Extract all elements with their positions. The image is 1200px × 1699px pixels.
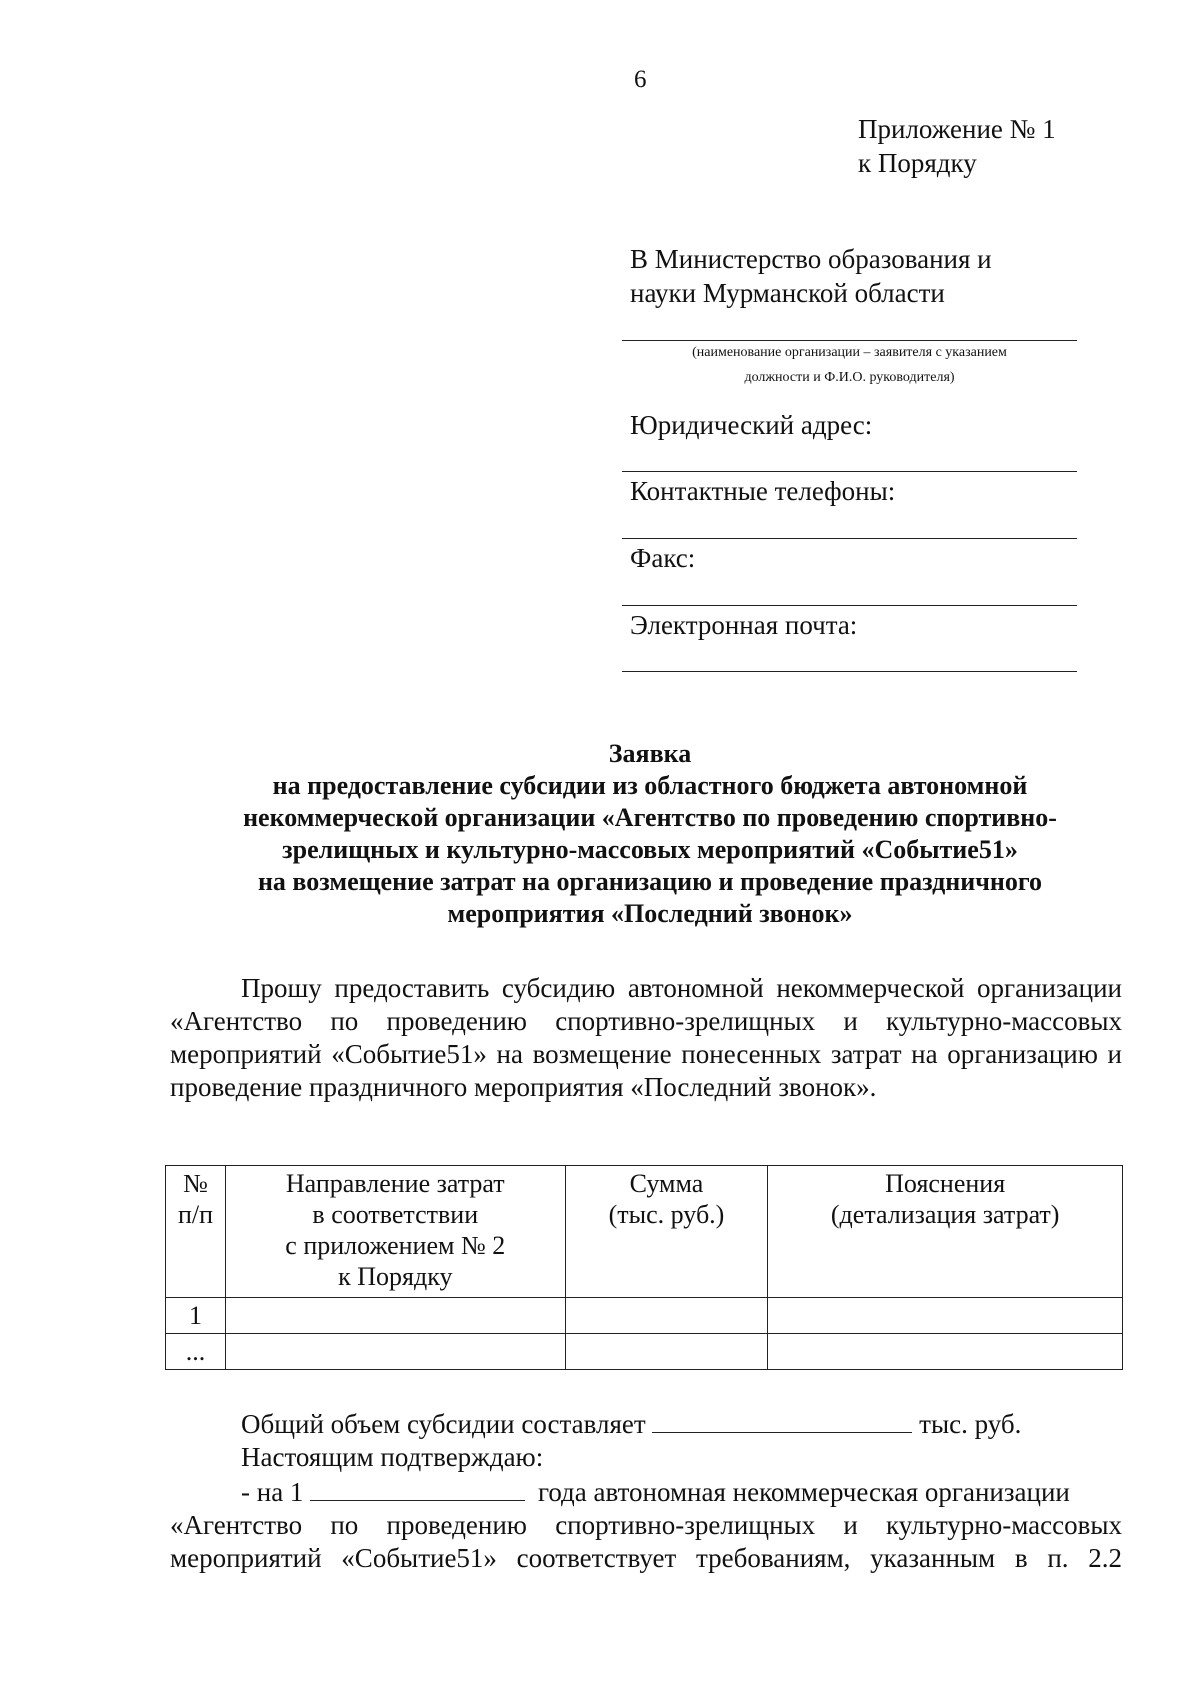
row-notes-cell[interactable] bbox=[768, 1334, 1123, 1370]
header-notes-line2: (детализация затрат) bbox=[830, 1200, 1060, 1229]
row-notes-cell[interactable] bbox=[768, 1298, 1123, 1334]
legal-address-line[interactable] bbox=[622, 471, 1077, 472]
condition-line3: мероприятий «Событие51» соответствует требованиям, указанным в п. 2.2 bbox=[170, 1543, 1122, 1573]
addressee-line1: В Министерство образования и bbox=[630, 244, 992, 274]
header-direction-line4: к Порядку bbox=[338, 1262, 453, 1291]
row-direction-cell[interactable] bbox=[225, 1334, 565, 1370]
condition-line1 bbox=[170, 1476, 1122, 1509]
phones-label: Контактные телефоны: bbox=[630, 476, 896, 506]
title-line6: мероприятия «Последний звонок» bbox=[447, 899, 853, 928]
appendix-line1: Приложение № 1 bbox=[858, 114, 1056, 144]
row-direction-cell[interactable] bbox=[225, 1298, 565, 1334]
condition-line2: «Агентство по проведению спортивно-зрелищных и культурно-массовых bbox=[170, 1510, 1122, 1540]
title-line4: зрелищных и культурно-массовых мероприятий «Событие51» bbox=[282, 835, 1018, 864]
row-num: 1 bbox=[166, 1298, 226, 1334]
costs-table bbox=[165, 1165, 1123, 1370]
table-header-row bbox=[166, 1166, 1123, 1298]
table-row bbox=[166, 1334, 1123, 1370]
table-row bbox=[166, 1298, 1123, 1334]
total-amount-blank[interactable] bbox=[652, 1410, 912, 1433]
header-sum-line2: (тыс. руб.) bbox=[608, 1200, 725, 1229]
title-line1: Заявка bbox=[608, 739, 692, 768]
document-title bbox=[170, 738, 1130, 930]
title-line3: некоммерческой организации «Агентство по проведению спортивно- bbox=[243, 803, 1057, 832]
title-line2: на предоставление субсидии из областного бюджета автономной bbox=[272, 771, 1028, 800]
org-caption-line2: должности и Ф.И.О. руководителя) bbox=[744, 370, 955, 385]
date-blank[interactable] bbox=[310, 1478, 525, 1501]
org-caption-line1: (наименование организации – заявителя с указанием bbox=[692, 345, 1007, 360]
header-direction-line3: с приложением № 2 bbox=[285, 1231, 506, 1260]
total-line bbox=[241, 1409, 1021, 1440]
appendix-line2: к Порядку bbox=[858, 148, 977, 178]
addressee-line2: науки Мурманской области bbox=[630, 278, 945, 308]
header-num bbox=[166, 1166, 226, 1298]
total-suffix: тыс. руб. bbox=[919, 1409, 1022, 1439]
condition-prefix: - на 1 bbox=[241, 1477, 304, 1507]
condition-suffix: года автономная некоммерческая организации bbox=[537, 1477, 1070, 1507]
page-number: 6 bbox=[634, 66, 647, 93]
header-sum-line1: Сумма bbox=[629, 1169, 704, 1198]
fax-line[interactable] bbox=[622, 605, 1077, 606]
fax-label: Факс: bbox=[630, 543, 696, 573]
row-num: ... bbox=[166, 1334, 226, 1370]
addressee bbox=[630, 242, 992, 310]
legal-address-label: Юридический адрес: bbox=[630, 410, 873, 440]
request-paragraph: Прошу предоставить субсидию автономной некоммерческой организации «Агентство по проведению спортивно-зрелищных и культурно-массовых мероприятий «Событие51» на возмещение понесенных затрат на организацию и проведение праздничного мероприятия «Последний звонок». bbox=[170, 973, 1122, 1102]
org-caption bbox=[622, 345, 1077, 386]
header-direction-line1: Направление затрат bbox=[285, 1169, 505, 1198]
phones-line[interactable] bbox=[622, 538, 1077, 539]
title-line5: на возмещение затрат на организацию и проведение праздничного bbox=[257, 867, 1043, 896]
header-notes-line1: Пояснения bbox=[885, 1169, 1006, 1198]
header-num-line2: п/п bbox=[177, 1200, 213, 1229]
header-num-line1: № bbox=[183, 1169, 208, 1198]
row-sum-cell[interactable] bbox=[565, 1334, 768, 1370]
total-prefix: Общий объем субсидии составляет bbox=[241, 1409, 646, 1439]
email-label: Электронная почта: bbox=[630, 610, 858, 640]
header-sum bbox=[565, 1166, 768, 1298]
condition-paragraph bbox=[170, 1476, 1122, 1575]
header-notes bbox=[768, 1166, 1123, 1298]
confirm-text: Настоящим подтверждаю: bbox=[241, 1442, 544, 1472]
header-direction-line2: в соответствии bbox=[312, 1200, 479, 1229]
org-name-line[interactable] bbox=[622, 340, 1077, 341]
appendix-note bbox=[858, 112, 1056, 180]
header-direction bbox=[225, 1166, 565, 1298]
row-sum-cell[interactable] bbox=[565, 1298, 768, 1334]
email-line[interactable] bbox=[622, 671, 1077, 672]
